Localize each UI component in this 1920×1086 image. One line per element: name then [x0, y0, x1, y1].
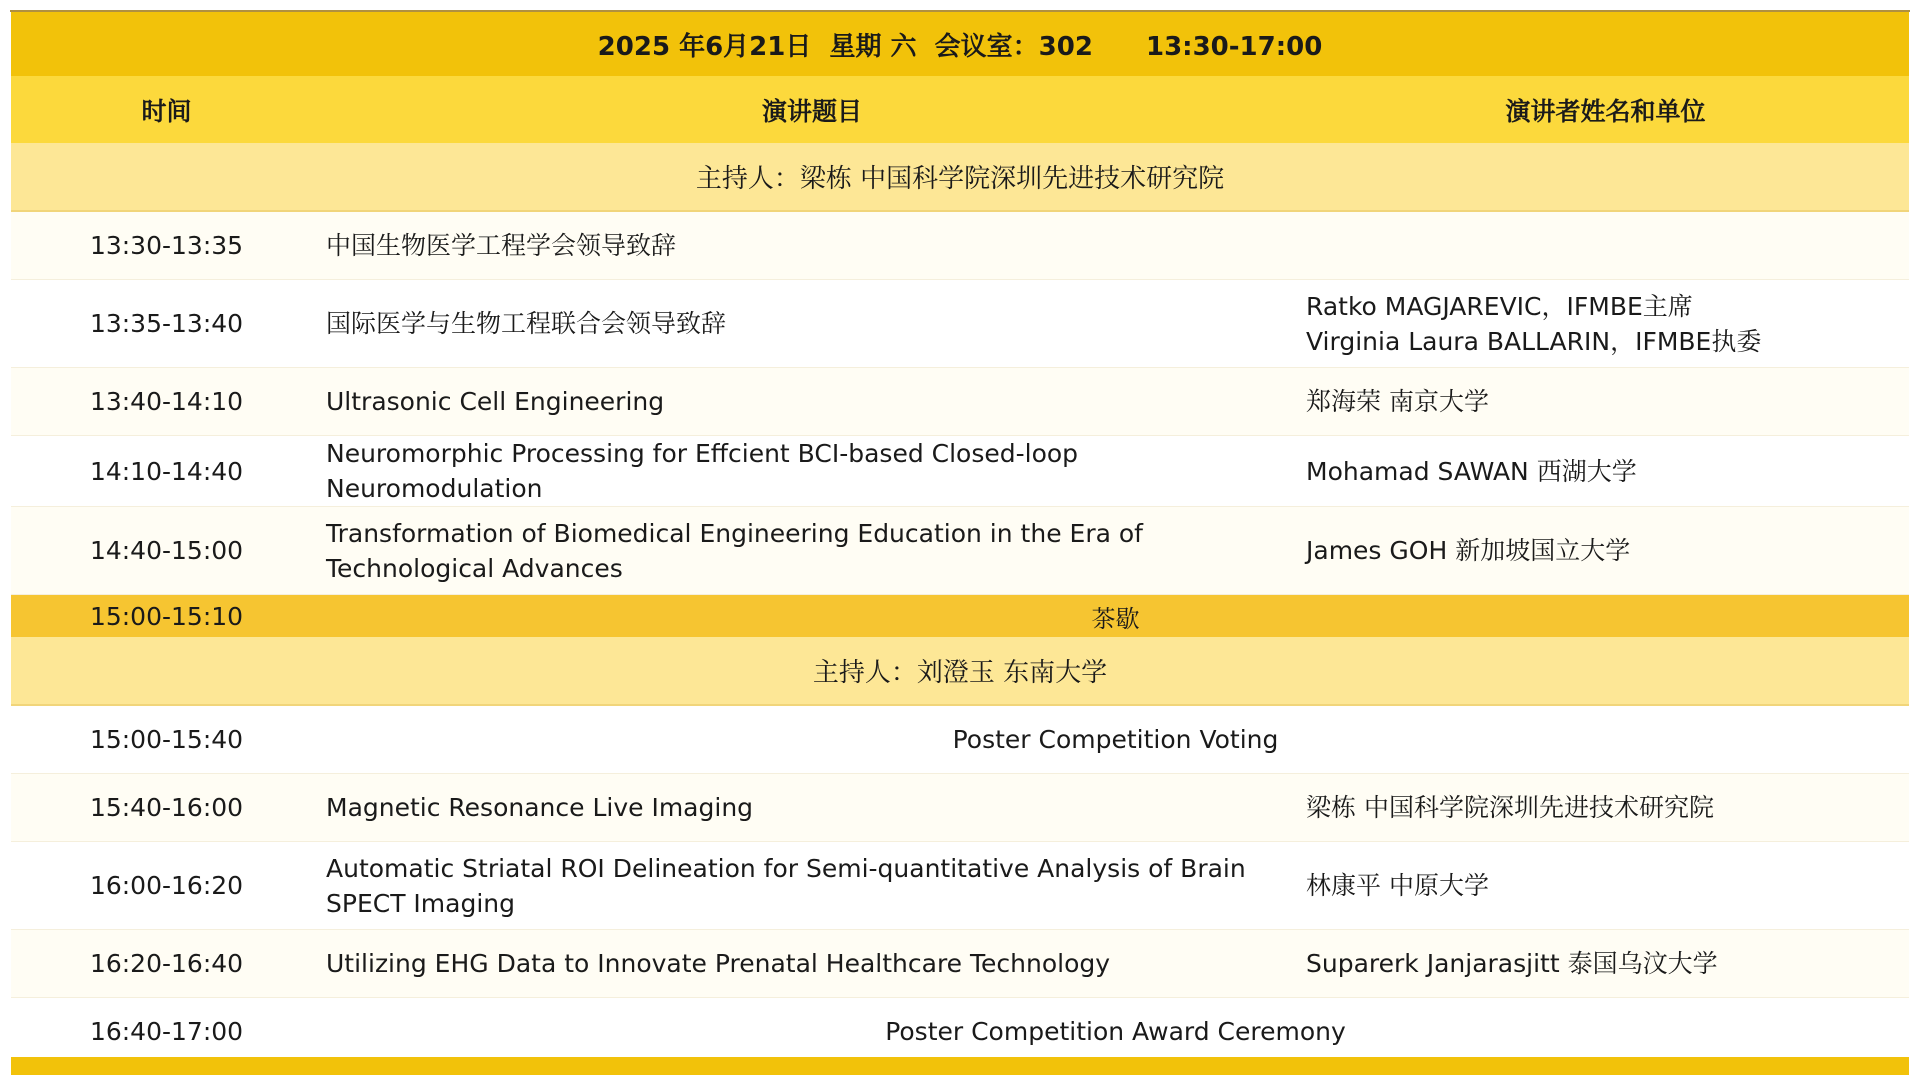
row-title: 中国生物医学工程学会领导致辞 [322, 211, 1302, 280]
row-time: 13:30-13:35 [11, 211, 322, 280]
bottom-border-bar [11, 1057, 1909, 1075]
schedule-table [11, 12, 1909, 1066]
row-time: 13:35-13:40 [11, 280, 322, 368]
row-speaker: James GOH 新加坡国立大学 [1302, 507, 1909, 595]
row-time: 14:10-14:40 [11, 436, 322, 507]
table-row [11, 507, 1909, 595]
table-row [11, 436, 1909, 507]
break-label: 茶歇 [322, 595, 1909, 638]
row-title: Neuromorphic Processing for Effcient BCI-based Closed-loop Neuromodulation [322, 436, 1302, 507]
table-row [11, 368, 1909, 436]
table-row [11, 998, 1909, 1066]
row-time: 16:00-16:20 [11, 842, 322, 930]
row-title: 国际医学与生物工程联合会领导致辞 [322, 280, 1302, 368]
table-row [11, 705, 1909, 774]
speaker-line: Ratko MAGJAREVIC，IFMBE主席 [1306, 291, 1693, 321]
table-row [11, 211, 1909, 280]
row-time: 15:00-15:40 [11, 705, 322, 774]
session-chair: 主持人：刘澄玉 东南大学 [11, 637, 1909, 705]
row-span-text: Poster Competition Award Ceremony [322, 998, 1909, 1066]
row-speaker: Mohamad SAWAN 西湖大学 [1302, 436, 1909, 507]
table-row [11, 774, 1909, 842]
column-header-speaker: 演讲者姓名和单位 [1302, 76, 1909, 143]
row-time: 13:40-14:10 [11, 368, 322, 436]
break-time: 15:00-15:10 [11, 595, 322, 638]
schedule-date: 2025 年6月21日 [597, 31, 812, 62]
table-row [11, 280, 1909, 368]
schedule-room: 会议室：302 [934, 31, 1093, 62]
row-time: 16:20-16:40 [11, 930, 322, 998]
row-speaker: 梁栋 中国科学院深圳先进技术研究院 [1302, 774, 1909, 842]
schedule-title [11, 12, 1909, 76]
row-speaker: Suparerk Janjarasjitt 泰国乌汶大学 [1302, 930, 1909, 998]
session-chair-row [11, 143, 1909, 211]
row-time: 15:40-16:00 [11, 774, 322, 842]
speaker-line: Virginia Laura BALLARIN，IFMBE执委 [1306, 326, 1762, 356]
schedule-title-row [11, 12, 1909, 76]
session-chair-row [11, 637, 1909, 705]
row-speaker: 林康平 中原大学 [1302, 842, 1909, 930]
row-time: 16:40-17:00 [11, 998, 322, 1066]
row-title: Ultrasonic Cell Engineering [322, 368, 1302, 436]
schedule-time-range: 13:30-17:00 [1146, 31, 1323, 62]
break-row [11, 595, 1909, 638]
column-header-title: 演讲题目 [322, 76, 1302, 143]
row-title: Automatic Striatal ROI Delineation for Semi-quantitative Analysis of Brain SPECT Imaging [322, 842, 1302, 930]
row-title: Magnetic Resonance Live Imaging [322, 774, 1302, 842]
row-title: Transformation of Biomedical Engineering Education in the Era of Technological Advances [322, 507, 1302, 595]
table-row [11, 930, 1909, 998]
row-span-text: Poster Competition Voting [322, 705, 1909, 774]
column-header-row [11, 76, 1909, 143]
row-title: Utilizing EHG Data to Innovate Prenatal Healthcare Technology [322, 930, 1302, 998]
column-header-time: 时间 [11, 76, 322, 143]
schedule-weekday: 星期 六 [829, 31, 917, 62]
row-speaker [1302, 280, 1909, 368]
row-speaker: 郑海荣 南京大学 [1302, 368, 1909, 436]
session-chair: 主持人：梁栋 中国科学院深圳先进技术研究院 [11, 143, 1909, 211]
row-speaker [1302, 211, 1909, 280]
table-row [11, 842, 1909, 930]
row-time: 14:40-15:00 [11, 507, 322, 595]
